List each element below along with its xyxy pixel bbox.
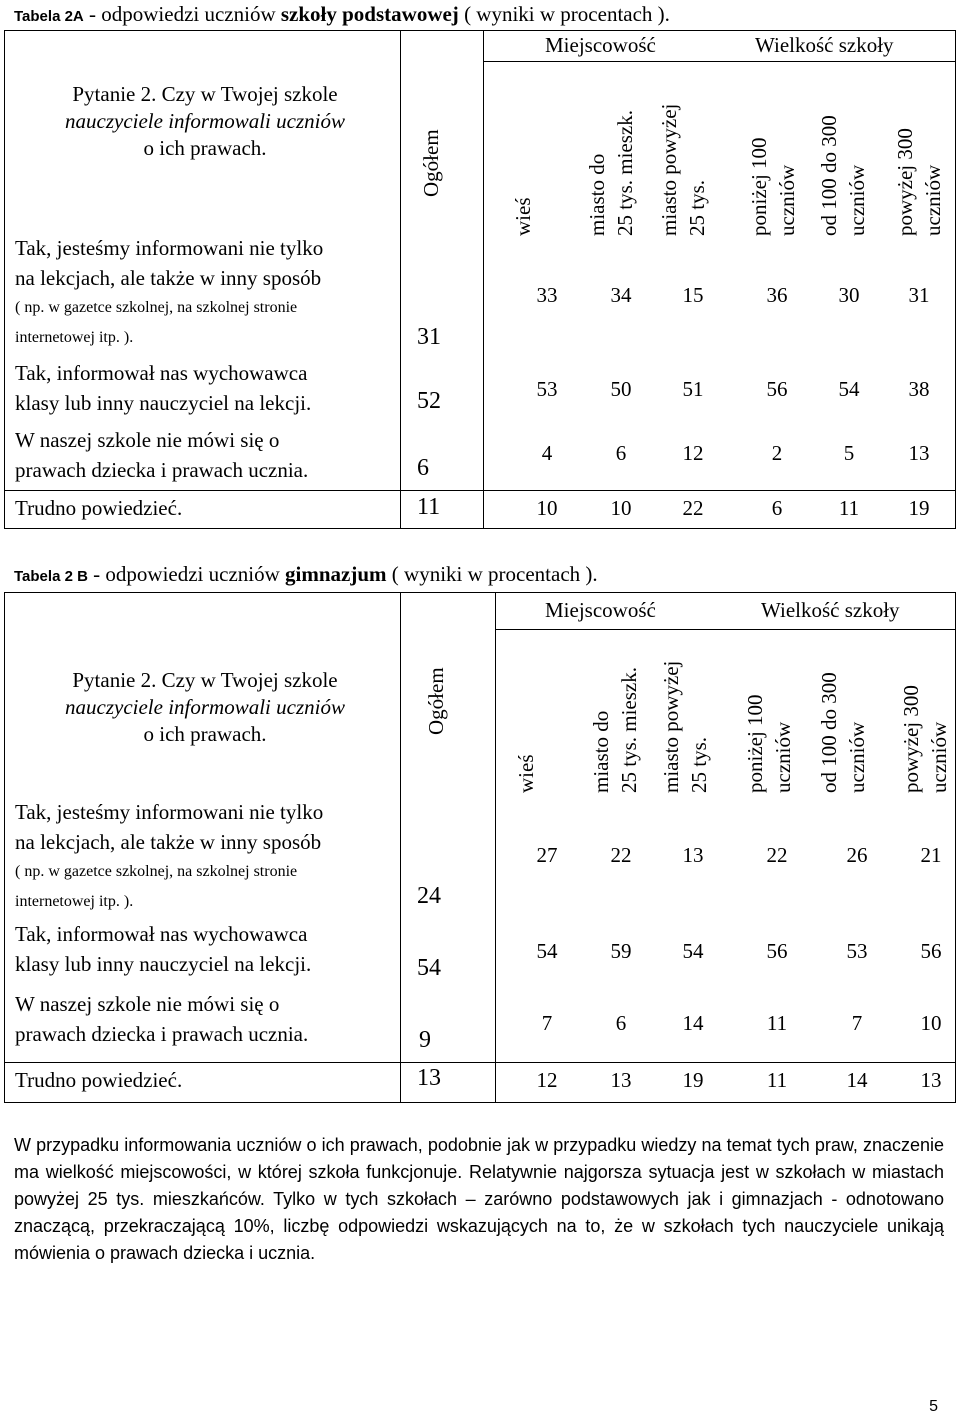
row-4-value: 10 [536,496,558,520]
answer-row-2 [15,919,311,979]
row-1-value: 34 [610,283,632,307]
row-3-total: 6 [417,455,429,481]
question-line-3: o ich prawach. [143,136,267,160]
row-4-value: 6 [771,496,783,520]
col-total-header: Ogółem [419,129,443,197]
answer-row-1-line-2: na lekcjach, ale także w inny sposób [15,830,322,854]
col-big-town-header [655,104,711,236]
answer-row-4: Trudno powiedzieć. [15,1068,183,1092]
row-4-value: 22 [682,496,704,520]
table-b-title-pre: - odpowiedzi uczniów [93,562,280,586]
question-line-1: Pytanie 2. Czy w Twojej szkole [72,82,338,106]
row-2-value: 59 [610,939,632,963]
row-1-value: 22 [610,843,632,867]
row-1-value: 36 [766,283,788,307]
table-a-title-post: ( wyniki w procentach ). [464,2,670,26]
row-3-value: 11 [766,1011,788,1035]
table-a-title-pre: - odpowiedzi uczniów [89,2,276,26]
col-under-100-header [745,137,801,236]
row-1-value: 27 [536,843,558,867]
answer-row-3-line-1: W naszej szkole nie mówi się o [15,428,280,452]
col-100-300-line-1: od 100 do 300 [817,672,841,793]
table-a [4,30,956,529]
question-line-3: o ich prawach. [143,722,267,746]
row-3-value: 6 [615,1011,627,1035]
col-big-town-line-1: miasto powyżej [657,103,681,236]
col-under-100-line-1: poniżej 100 [743,694,767,793]
summary-paragraph: W przypadku informowania uczniów o ich prawach, podobnie jak w przypadku wiedzy na temat tych praw, znaczenie ma wielkość miejscowości, w której szkoła funkcjonuje. Relatywnie najgorsza sytuacja jest w szkołach w miastach powyżej 25 tys. mieszkańców. Tylko w tych szkołach – zarówno podstawowych jak i gimnazjach - odnotowano znaczącą, przekraczającą 10%, liczbę odpowiedzi wskazujących na to, że w szkołach tych nauczyciele unikają mówienia o prawach dziecka i ucznia. [14,1135,944,1263]
answer-row-1-line-2: na lekcjach, ale także w inny sposób [15,266,322,290]
answer-row-1-line-1: Tak, jesteśmy informowani nie tylko [15,236,324,260]
group-size-header: Wielkość szkoły [755,33,894,57]
row-4-value: 19 [682,1068,704,1092]
table-b [4,592,956,1103]
row-4-total: 13 [417,1065,441,1091]
col-100-300-line-2: uczniów [845,164,869,236]
row-3-value: 5 [843,441,855,465]
question-line-2: nauczyciele informowali uczniów [65,109,345,133]
table-a-title-bold: szkoły podstawowej [280,2,459,26]
col-big-town-line-2: 25 tys. [685,179,709,236]
answer-row-1-line-4: internetowej itp. ). [15,329,134,346]
row-3-value: 6 [615,441,627,465]
row-2-value: 56 [920,939,942,963]
row-1-value: 26 [846,843,868,867]
row-4-value: 11 [766,1068,788,1092]
answer-row-2 [15,358,311,418]
col-small-town-line-2: 25 tys. mieszk. [617,667,641,793]
col-big-town-header [657,661,713,793]
row-2-value: 54 [536,939,558,963]
row-2-value: 56 [766,377,788,401]
row-4-value: 10 [610,496,632,520]
answer-row-3-line-2: prawach dziecka i prawach ucznia. [15,1022,309,1046]
row-2-value: 51 [682,377,704,401]
question-text [9,81,401,162]
row-2-total: 54 [417,955,441,981]
answer-row-3 [15,989,308,1049]
answer-row-1 [15,233,323,353]
col-small-town-header [583,110,639,236]
group-size-header: Wielkość szkoły [761,598,900,622]
col-big-town-line-2: 25 tys. [687,736,711,793]
row-3-value: 14 [682,1011,704,1035]
answer-row-1-line-3: ( np. w gazetce szkolnej, na szkolnej stronie [15,299,298,316]
row-1-value: 31 [908,283,930,307]
col-under-100-line-1: poniżej 100 [747,137,771,236]
row-4-total: 11 [417,494,441,520]
row-1-value: 15 [682,283,704,307]
col-100-300-line-2: uczniów [845,721,869,793]
table-b-title [14,562,598,587]
col-100-300-header [815,115,871,236]
row-1-value: 22 [766,843,788,867]
row-1-total: 31 [417,324,441,350]
question-text [9,667,401,748]
row-3-value: 2 [771,441,783,465]
col-over-300-line-2: uczniów [927,721,951,793]
row-1-value: 13 [682,843,704,867]
col-small-town-line-1: miasto do [589,710,613,793]
page-number: 5 [929,1398,938,1415]
row-2-value: 56 [766,939,788,963]
row-1-value: 30 [838,283,860,307]
col-under-100-line-2: uczniów [775,164,799,236]
row-1-value: 21 [920,843,942,867]
row-4-value: 13 [610,1068,632,1092]
col-100-300-line-1: od 100 do 300 [817,115,841,236]
table-b-title-bold: gimnazjum [285,562,387,586]
group-place-header: Miejscowość [545,33,656,57]
row-4-value: 12 [536,1068,558,1092]
col-small-town-line-2: 25 tys. mieszk. [613,110,637,236]
col-big-town-line-1: miasto powyżej [659,660,683,793]
table-a-title [14,2,670,27]
row-2-value: 53 [536,377,558,401]
answer-row-2-line-1: Tak, informował nas wychowawca [15,361,308,385]
answer-row-4: Trudno powiedzieć. [15,496,183,520]
row-4-value: 13 [920,1068,942,1092]
row-4-value: 14 [846,1068,868,1092]
answer-row-1-line-4: internetowej itp. ). [15,893,134,910]
answer-row-1-line-1: Tak, jesteśmy informowani nie tylko [15,800,324,824]
row-3-value: 12 [682,441,704,465]
col-small-town-line-1: miasto do [585,153,609,236]
row-3-value: 10 [920,1011,942,1035]
row-3-value: 7 [851,1011,863,1035]
row-2-value: 53 [846,939,868,963]
row-2-value: 54 [838,377,860,401]
col-over-300-header [891,128,947,236]
group-place-header: Miejscowość [545,598,656,622]
row-4-value: 11 [838,496,860,520]
col-over-300-line-1: powyżej 300 [899,685,923,793]
table-a-label: Tabela 2A [14,8,84,25]
answer-row-2-line-2: klasy lub inny nauczyciel na lekcji. [15,391,312,415]
col-under-100-header [741,694,797,793]
col-village-header: wieś [514,754,538,793]
row-3-value: 7 [541,1011,553,1035]
answer-row-3-line-1: W naszej szkole nie mówi się o [15,992,280,1016]
row-3-value: 13 [908,441,930,465]
row-1-total: 24 [417,883,441,909]
row-2-value: 54 [682,939,704,963]
row-3-total: 9 [419,1027,431,1053]
answer-row-3-line-2: prawach dziecka i prawach ucznia. [15,458,309,482]
row-2-value: 38 [908,377,930,401]
col-under-100-line-2: uczniów [771,721,795,793]
col-over-300-line-2: uczniów [921,164,945,236]
question-line-2: nauczyciele informowali uczniów [65,695,345,719]
row-4-value: 19 [908,496,930,520]
answer-row-3 [15,425,308,485]
answer-row-1 [15,797,323,917]
col-over-300-line-1: powyżej 300 [893,128,917,236]
question-line-1: Pytanie 2. Czy w Twojej szkole [72,668,338,692]
row-3-value: 4 [541,441,553,465]
col-village-header: wieś [511,197,535,236]
answer-row-2-line-2: klasy lub inny nauczyciel na lekcji. [15,952,312,976]
col-small-town-header [587,667,643,793]
row-2-value: 50 [610,377,632,401]
table-b-label: Tabela 2 B [14,568,88,585]
col-over-300-header [897,685,953,793]
col-total-header: Ogółem [424,667,448,735]
table-b-title-post: ( wyniki w procentach ). [391,562,598,586]
row-1-value: 33 [536,283,558,307]
row-2-total: 52 [417,388,441,414]
answer-row-2-line-1: Tak, informował nas wychowawca [15,922,308,946]
col-100-300-header [815,672,871,793]
answer-row-1-line-3: ( np. w gazetce szkolnej, na szkolnej stronie [15,863,298,880]
